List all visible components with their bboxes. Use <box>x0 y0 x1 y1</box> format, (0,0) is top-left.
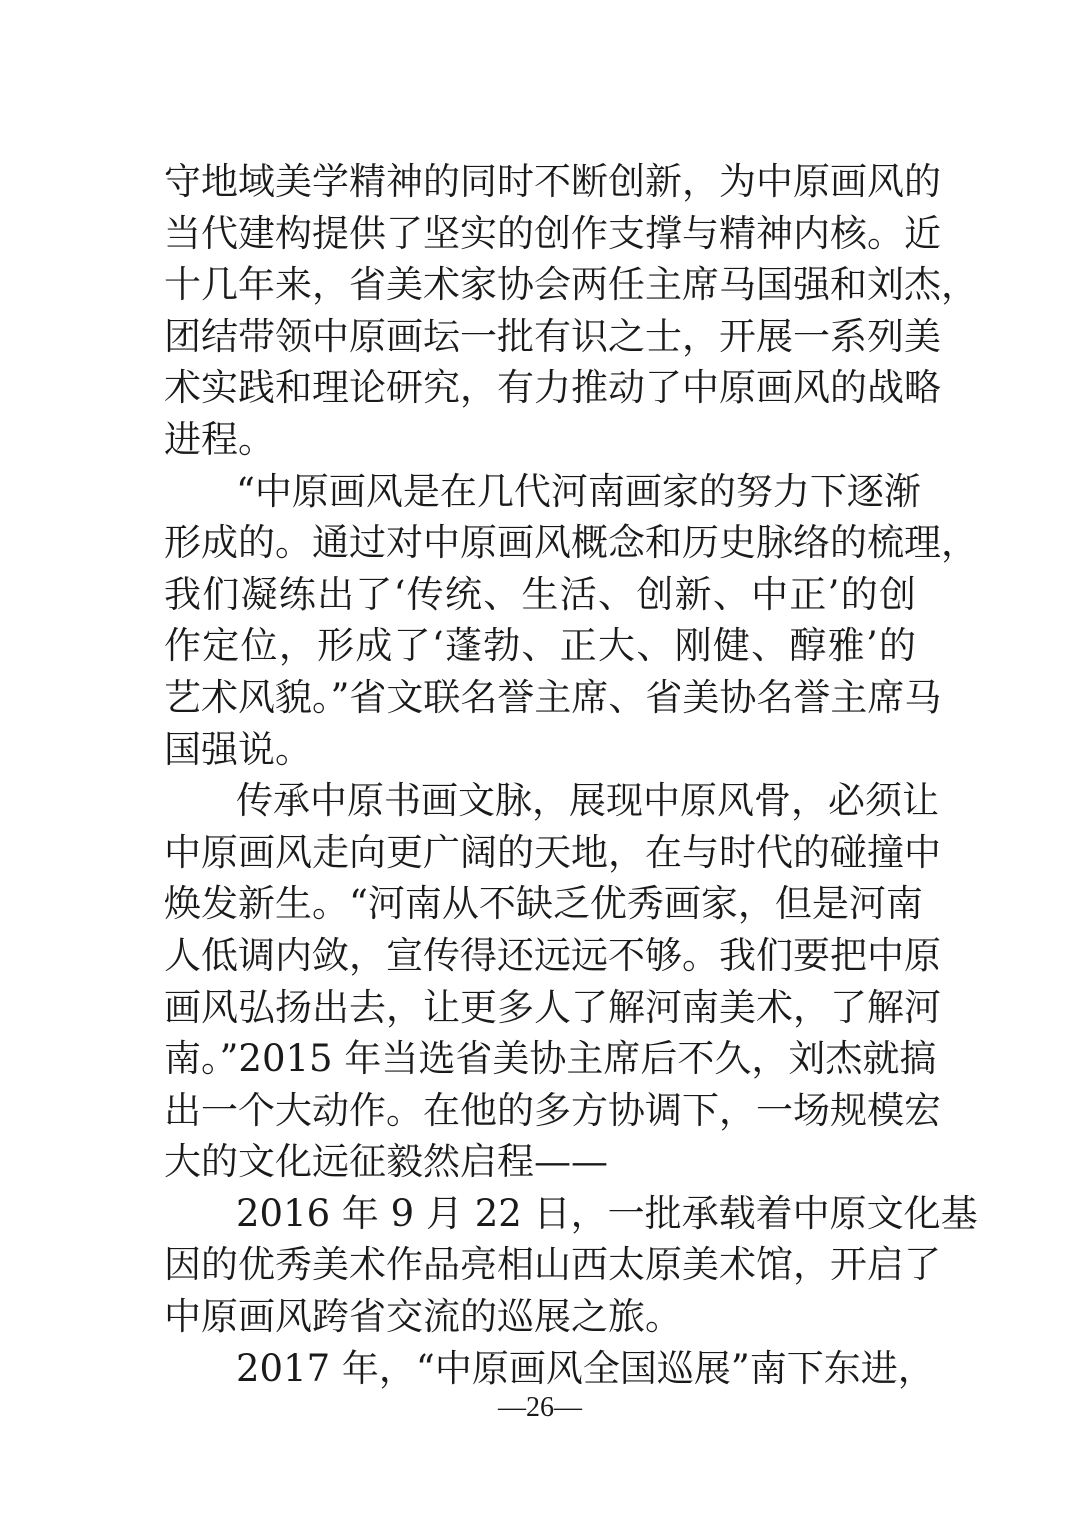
text-line: 大的文化远征毅然启程—— <box>164 1140 608 1184</box>
text-line: 中原画风走向更广阔的天地，在与时代的碰撞中 <box>164 830 941 874</box>
text-line: 传承中原书画文脉，展现中原风骨，必须让 <box>236 779 939 823</box>
text-line: 进程。 <box>164 417 275 461</box>
body-text <box>164 156 978 1394</box>
text-line: 国强说。 <box>164 727 312 771</box>
text-line: 出一个大动作。在他的多方协调下，一场规模宏 <box>164 1088 941 1132</box>
text-line: 2016 年 9 月 22 日，一批承载着中原文化基 <box>236 1191 978 1235</box>
text-line: 艺术风貌。”省文联名誉主席、省美协名誉主席马 <box>164 675 942 719</box>
text-line: 我们凝练出了‘传统、生活、创新、中正’的创 <box>164 572 916 616</box>
text-line: 因的优秀美术作品亮相山西太原美术馆，开启了 <box>164 1243 941 1287</box>
text-line: 团结带领中原画坛一批有识之士，开展一系列美 <box>164 314 941 358</box>
text-line: 2017 年，“中原画风全国巡展”南下东进， <box>236 1346 935 1390</box>
text-line: 人低调内敛，宣传得还远远不够。我们要把中原 <box>164 933 941 977</box>
text-line: 守地域美学精神的同时不断创新，为中原画风的 <box>164 160 941 203</box>
text-line: “中原画风是在几代河南画家的努力下逐渐 <box>236 469 921 513</box>
text-line: 焕发新生。“河南从不缺乏优秀画家，但是河南 <box>164 882 923 926</box>
text-line: 南。”2015 年当选省美协主席后不久，刘杰就搞 <box>164 1037 937 1081</box>
text-line: 术实践和理论研究，有力推动了中原画风的战略 <box>164 366 941 410</box>
text-line: 中原画风跨省交流的巡展之旅。 <box>164 1295 682 1339</box>
text-line: 形成的。通过对中原画风概念和历史脉络的梳理， <box>164 521 978 565</box>
text-line: 十几年来，省美术家协会两任主席马国强和刘杰， <box>164 263 978 307</box>
text-line: 当代建构提供了坚实的创作支撑与精神内核。近 <box>164 211 941 255</box>
text-line: 作定位，形成了‘蓬勃、正大、刚健、醇雅’的 <box>164 624 916 668</box>
page-number: —26— <box>498 1392 582 1423</box>
text-line: 画风弘扬出去，让更多人了解河南美术，了解河 <box>164 985 941 1029</box>
